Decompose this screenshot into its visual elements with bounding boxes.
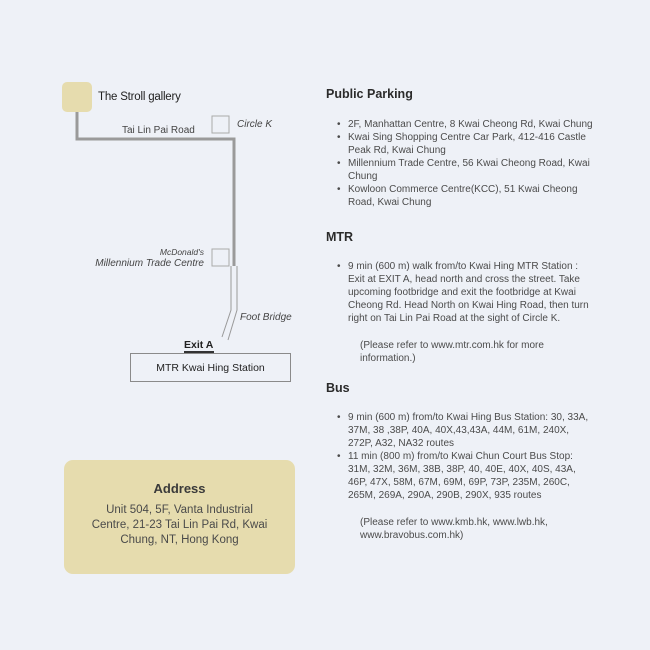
mtr-note: (Please refer to www.mtr.com.hk for more information.) [360, 340, 544, 364]
footbridge-line-left [222, 266, 231, 337]
circle-k-marker [212, 116, 229, 133]
parking-item: • Millennium Trade Centre, 56 Kwai Cheong Road, Kwai Chung [348, 157, 596, 183]
bus-item: • 9 min (600 m) from/to Kwai Hing Bus Station: 30, 33A, 37M, 38 ,38P, 40A, 40X,43,43A, 44M, 61M, 240X, 272P, A32, NA32 routes [348, 411, 596, 450]
address-line: Unit 504, 5F, Vanta Industrial [106, 504, 253, 516]
address-line: Centre, 21-23 Tai Lin Pai Rd, Kwai [91, 519, 268, 531]
parking-item: • Kowloon Commerce Centre(KCC), 51 Kwai Cheong Road, Kwai Chung [348, 183, 596, 209]
parking-list [326, 118, 596, 209]
footbridge-line-right [228, 266, 237, 340]
station-label: MTR Kwai Hing Station [156, 361, 265, 374]
parking-item: • 2F, Manhattan Centre, 8 Kwai Cheong Rd, Kwai Chung [348, 118, 596, 131]
circle-k-label: Circle K [237, 119, 273, 130]
mtr-item: • 9 min (600 m) walk from/to Kwai Hing MTR Station : Exit at EXIT A, head north and cross the street. Take upcoming footbridge and exit the footbridge at Kwai Cheong Rd. Head North on Kwai Hing Road, then turn right on Tai Lin Pai Road at the sight of Circle K. [348, 260, 596, 325]
footbridge-label: Foot Bridge [240, 312, 292, 323]
bus-note: (Please refer to www.kmb.hk, www.lwb.hk, www.bravobus.com.hk) [360, 517, 548, 541]
road-label: Tai Lin Pai Road [122, 125, 195, 136]
mcdonalds-marker [212, 249, 229, 266]
address-card [64, 460, 295, 574]
bus-title: Bus [326, 381, 350, 395]
mtr-list [326, 260, 596, 325]
bus-list [326, 411, 596, 502]
address-title: Address [153, 481, 206, 496]
exit-a-label: Exit A [184, 339, 214, 351]
mcdonalds-label: McDonald's [159, 247, 204, 257]
address-line: Chung, NT, Hong Kong [120, 534, 239, 546]
millennium-label: Millennium Trade Centre [95, 258, 204, 269]
gallery-marker-icon [62, 82, 92, 112]
mtr-title: MTR [326, 230, 354, 244]
station-box [130, 353, 291, 382]
parking-title: Public Parking [326, 87, 413, 101]
parking-item: • Kwai Sing Shopping Centre Car Park, 412-416 Castle Peak Rd, Kwai Chung [348, 131, 596, 157]
address-text [64, 503, 295, 548]
info-column [326, 86, 596, 542]
bus-item: • 11 min (800 m) from/to Kwai Chun Court Bus Stop: 31M, 32M, 36M, 38B, 38P, 40, 40E, 40X, 40S, 43A, 46P, 47X, 58M, 67M, 69M, 69P, 73P, 235M, 260C, 265M, 269A, 290A, 290B, 290X, 935 routes [348, 450, 596, 502]
gallery-name: The Stroll gallery [98, 91, 181, 103]
